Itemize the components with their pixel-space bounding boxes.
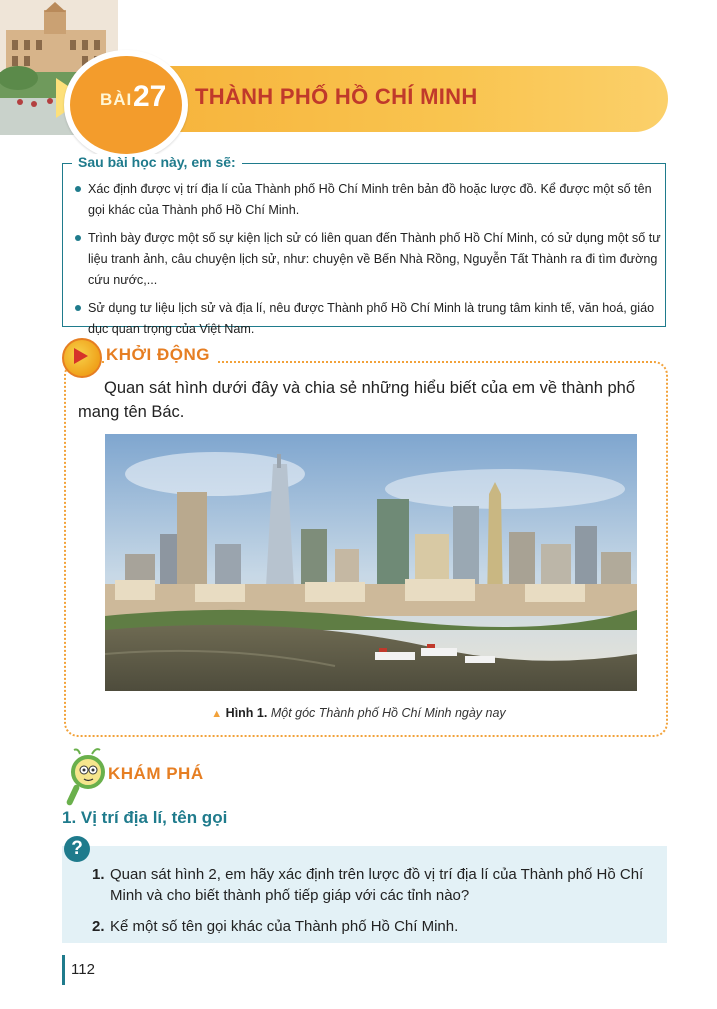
question-number: 2.	[92, 918, 105, 935]
city-skyline-photo	[105, 434, 637, 691]
objective-item: Xác định được vị trí địa lí của Thành phố Hồ Chí Minh trên bản đồ hoặc lược đồ. Kể được một số tên gọi khác của Thành phố Hồ Chí Minh.	[72, 179, 662, 221]
question-text: Kể một số tên gọi khác của Thành phố Hồ Chí Minh.	[110, 918, 459, 935]
play-triangle-icon	[74, 348, 88, 364]
page-number-bar	[62, 955, 65, 985]
objective-item: Sử dụng tư liệu lịch sử và địa lí, nêu được Thành phố Hồ Chí Minh là trung tâm kinh tế, văn hoá, giáo dục quan trọng của Việt Nam.	[72, 298, 662, 340]
khoi-dong-prompt: Quan sát hình dưới đây và chia sẻ những hiểu biết của em về thành phố mang tên Bác.	[78, 379, 636, 421]
section-title: 1. Vị trí địa lí, tên gọi	[62, 808, 228, 827]
objectives-heading: Sau bài học này, em sẽ:	[72, 154, 242, 170]
lesson-title: THÀNH PHỐ HỒ CHÍ MINH	[195, 84, 478, 109]
figure-description: Một góc Thành phố Hồ Chí Minh ngày nay	[270, 706, 506, 720]
objectives-list	[72, 179, 662, 347]
question-item	[92, 916, 652, 937]
kham-pha-heading: KHÁM PHÁ	[108, 764, 204, 783]
caption-triangle-icon: ▲	[211, 708, 223, 720]
question-number: 1.	[92, 866, 105, 883]
khoi-dong-heading: KHỞI ĐỘNG	[106, 345, 218, 365]
figure-1-caption	[0, 706, 717, 720]
question-icon: ?	[64, 836, 90, 862]
page-number: 112	[71, 961, 95, 978]
lesson-number: 27	[133, 80, 167, 113]
figure-1-image	[105, 434, 637, 691]
magnifier-icon	[62, 744, 106, 808]
question-item	[92, 864, 652, 906]
question-list	[92, 864, 652, 947]
figure-label: Hình 1.	[225, 706, 268, 720]
objective-item: Trình bày được một số sự kiện lịch sử có liên quan đến Thành phố Hồ Chí Minh, có sử dụng một số tư liệu tranh ảnh, câu chuyện lịch sử, như: chuyện về Bến Nhà Rồng, Nguyễn Tất Thành ra đi tìm đường cứu nước,...	[72, 228, 662, 291]
lesson-word: BÀI	[100, 90, 133, 109]
question-text: Quan sát hình 2, em hãy xác định trên lược đồ vị trí địa lí của Thành phố Hồ Chí Minh và cho biết thành phố tiếp giáp với các tỉnh nào?	[110, 866, 644, 904]
